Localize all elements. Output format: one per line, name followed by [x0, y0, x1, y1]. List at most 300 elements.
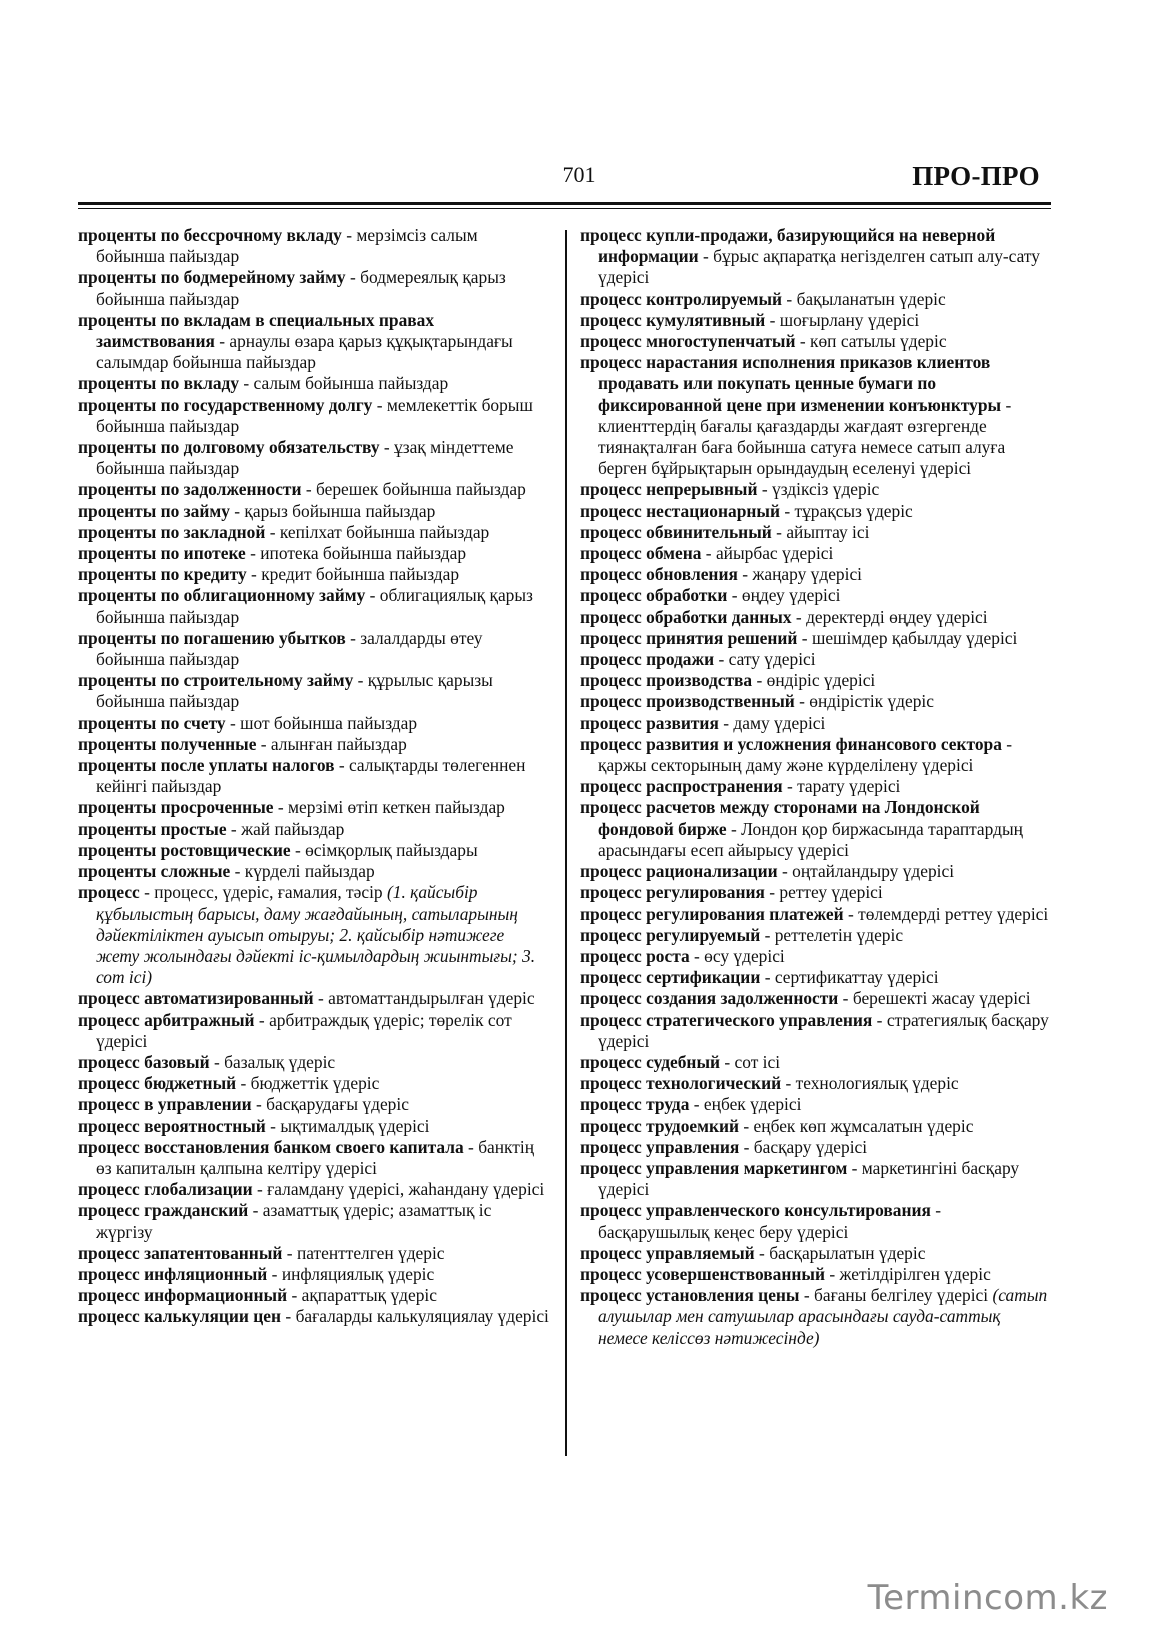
- entry-definition: сот ісі: [734, 1051, 781, 1072]
- entry-separator: -: [764, 882, 780, 903]
- entry-separator: -: [273, 797, 289, 818]
- entry-separator: -: [752, 670, 767, 691]
- dictionary-entry: [580, 691, 1051, 712]
- entry-term: процесс инфляционный: [78, 1263, 268, 1284]
- entry-definition: басқару үдерісі: [753, 1136, 868, 1157]
- dictionary-entry: [78, 1094, 549, 1115]
- entry-definition: банктің өз капиталын қалпына келтіру үдерісі: [96, 1136, 535, 1178]
- entry-separator: -: [825, 1263, 840, 1284]
- entry-separator: -: [353, 670, 368, 691]
- dictionary-entry: [580, 289, 1051, 310]
- entry-term: процесс запатентованный: [78, 1242, 283, 1263]
- dictionary-entry: [78, 522, 549, 543]
- dictionary-entry: [78, 713, 549, 734]
- dictionary-entry: [580, 628, 1051, 649]
- dictionary-entry: [580, 1243, 1051, 1264]
- entry-term: процесс продажи: [580, 649, 715, 670]
- dictionary-entry: [78, 310, 549, 374]
- entry-definition: өсу үдерісі: [704, 945, 785, 966]
- entry-term: проценты по погашению убытков: [78, 627, 346, 648]
- entry-term: процесс калькуляции цен: [78, 1306, 282, 1327]
- dictionary-entry: [580, 1285, 1051, 1349]
- entry-definition: технологиялық үдеріс: [795, 1073, 959, 1094]
- entry-term: процесс вероятностный: [78, 1115, 266, 1136]
- dictionary-entry: [78, 882, 549, 988]
- entry-definition: клиенттердің бағалы қағаздарды жағдаят өзгергенде тиянақталған баға бойынша сатуға немесе сатып алуға берген бұйрықтарын орындаудың еселенуі үдерісі: [598, 415, 1006, 479]
- entry-term: процесс распространения: [580, 776, 783, 797]
- entry-separator: -: [265, 1115, 281, 1136]
- dictionary-entry: [580, 225, 1051, 289]
- entry-separator: -: [214, 331, 230, 352]
- dictionary-entry: [580, 1158, 1051, 1200]
- entry-term: процесс регулирования платежей: [580, 903, 844, 924]
- entry-separator: -: [726, 818, 742, 839]
- dictionary-entry: [78, 564, 549, 585]
- left-column: [78, 225, 549, 1328]
- entry-definition: реттеу үдерісі: [779, 882, 883, 903]
- entry-note: (1. қайсыбір құбылыстың барысы, даму жағдайының, сатыларының дәйектіліктен ауысып отыруы; 2. қайсыбір нәтижеге жету жолындағы дәйекті іс-қимылдардың жиынтығы; 3. сот ісі): [96, 882, 536, 988]
- dictionary-entry: [580, 1116, 1051, 1137]
- entry-separator: -: [245, 543, 261, 564]
- entry-term: процесс развития: [580, 712, 719, 733]
- entry-term: процесс управленческого консультирования: [580, 1200, 931, 1221]
- dictionary-entry: [78, 501, 549, 522]
- entry-separator: -: [372, 394, 387, 415]
- entry-definition: қарыз бойынша пайыздар: [244, 500, 436, 521]
- dictionary-entry: [78, 1073, 549, 1094]
- dictionary-entry: [78, 797, 549, 818]
- entry-definition: ақпараттық үдеріс: [301, 1285, 437, 1306]
- entry-term: процесс обработки данных: [580, 606, 792, 627]
- dictionary-entry: [78, 225, 549, 267]
- entry-definition: кепілхат бойынша пайыздар: [279, 521, 490, 542]
- entry-definition: патенттелген үдеріс: [296, 1242, 445, 1263]
- entry-definition: арнаулы өзара қарыз құқықтарындағы салымдар бойынша пайыздар: [96, 331, 513, 373]
- dictionary-entry: [78, 267, 549, 309]
- entry-definition: ықтималдық үдерісі: [280, 1115, 430, 1136]
- entry-definition: стратегиялық басқару үдерісі: [598, 1009, 1049, 1051]
- entry-separator: -: [799, 1285, 815, 1306]
- entry-definition: сату үдерісі: [728, 649, 816, 670]
- entry-term: процесс регулируемый: [580, 924, 761, 945]
- entry-term: проценты по бессрочному вкладу: [78, 225, 342, 245]
- entry-definition: шешімдер қабылдау үдерісі: [811, 627, 1018, 648]
- entry-definition: даму үдерісі: [733, 712, 826, 733]
- entry-definition: оңтайландыру үдерісі: [792, 861, 955, 882]
- entry-term: процесс глобализации: [78, 1179, 253, 1200]
- dictionary-entry: [580, 904, 1051, 925]
- dictionary-entry: [78, 628, 549, 670]
- entry-definition: айырбас үдерісі: [715, 543, 834, 564]
- dictionary-entry: [78, 479, 549, 500]
- entry-term: процесс информационный: [78, 1285, 288, 1306]
- dictionary-entry: [78, 1306, 549, 1327]
- entry-separator: -: [714, 649, 729, 670]
- dictionary-entry: [580, 988, 1051, 1009]
- entry-term: процесс обвинительный: [580, 521, 772, 542]
- entry-separator: -: [689, 945, 705, 966]
- entry-separator: -: [754, 1242, 770, 1263]
- dictionary-entry: [580, 882, 1051, 903]
- entry-definition: облигациялық қарыз бойынша пайыздар: [96, 585, 533, 627]
- entry-definition: маркетингіні басқару үдерісі: [598, 1157, 1020, 1200]
- entry-separator: -: [757, 479, 773, 500]
- entry-term: процесс обмена: [580, 543, 702, 564]
- entry-definition: бағаны белгілеу үдерісі: [814, 1285, 989, 1306]
- entry-separator: -: [239, 373, 254, 394]
- entry-term: процесс создания задолженности: [580, 988, 839, 1009]
- dictionary-entry: [78, 819, 549, 840]
- entry-term: проценты по государственному долгу: [78, 394, 373, 415]
- entry-term: процесс нестационарный: [580, 500, 780, 521]
- entry-definition: бақыланатын үдеріс: [796, 288, 946, 309]
- entry-separator: -: [341, 225, 357, 245]
- dictionary-entry: [580, 564, 1051, 585]
- entry-term: процесс расчетов между сторонами на Лондонской фондовой бирже: [580, 797, 980, 839]
- entry-definition: залалдарды өтеу бойынша пайыздар: [96, 627, 483, 670]
- entry-definition: бағаларды калькуляциялау үдерісі: [295, 1306, 549, 1327]
- entry-separator: -: [782, 776, 798, 797]
- entry-separator: -: [209, 1051, 225, 1072]
- entry-term: процесс управляемый: [580, 1242, 755, 1263]
- entry-definition: ұзақ міндеттеме бойынша пайыздар: [96, 437, 514, 479]
- right-column: [580, 225, 1051, 1349]
- entry-separator: -: [689, 1094, 704, 1115]
- entry-separator: -: [281, 1306, 296, 1327]
- entry-term: проценты простые: [78, 818, 227, 839]
- entry-definition: мерзімі өтіп кеткен пайыздар: [288, 797, 505, 818]
- entry-separator: -: [345, 627, 361, 648]
- entry-separator: -: [236, 1073, 251, 1094]
- entry-separator: -: [739, 1115, 754, 1136]
- entry-definition: өндіріс үдерісі: [766, 670, 876, 691]
- entry-term: проценты полученные: [78, 733, 257, 754]
- entry-term: проценты по облигационному займу: [78, 585, 366, 606]
- entry-separator: -: [698, 246, 714, 267]
- entry-separator: -: [1001, 394, 1012, 415]
- dictionary-entry: [78, 670, 549, 712]
- entry-definition: үздіксіз үдеріс: [772, 479, 880, 500]
- entry-definition: күрделі пайыздар: [244, 861, 375, 882]
- entry-separator: -: [739, 1136, 754, 1157]
- entry-definition: сертификаттау үдерісі: [774, 967, 939, 988]
- dictionary-entry: [580, 670, 1051, 691]
- entry-term: проценты по бодмерейному займу: [78, 267, 346, 288]
- entry-definition: деректерді өңдеу үдерісі: [806, 606, 988, 627]
- entry-definition: еңбек үдерісі: [703, 1094, 802, 1115]
- entry-definition: тұрақсыз үдеріс: [794, 500, 913, 521]
- entry-term: процесс контролируемый: [580, 288, 783, 309]
- entry-definition: азаматтық үдеріс; азаматтық іс жүргізу: [96, 1200, 492, 1242]
- dictionary-entry: [78, 437, 549, 479]
- dictionary-entry: [78, 1052, 549, 1073]
- entry-definition: арбитраждық үдеріс; төрелік сот үдерісі: [96, 1009, 512, 1051]
- entry-definition: шот бойынша пайыздар: [240, 712, 418, 733]
- entry-term: процесс гражданский: [78, 1200, 249, 1221]
- entry-term: процесс базовый: [78, 1051, 210, 1072]
- entry-term: процесс судебный: [580, 1051, 721, 1072]
- entry-term: процесс: [78, 882, 140, 903]
- entry-separator: -: [760, 967, 775, 988]
- entry-definition: көп сатылы үдеріс: [810, 331, 947, 352]
- dictionary-entry: [580, 543, 1051, 564]
- entry-definition: басқарылатын үдеріс: [769, 1242, 926, 1263]
- entry-term: проценты по вкладам в специальных правах заимствования: [78, 309, 435, 352]
- entry-definition: бюджеттік үдеріс: [250, 1073, 380, 1094]
- entry-definition: берешек бойынша пайыздар: [316, 479, 526, 500]
- column-divider: [565, 230, 567, 1456]
- entry-definition: алынған пайыздар: [270, 733, 407, 754]
- entry-term: проценты просроченные: [78, 797, 274, 818]
- entry-separator: -: [760, 924, 775, 945]
- dictionary-entry: [580, 713, 1051, 734]
- entry-term: процесс управления: [580, 1136, 740, 1157]
- entry-term: проценты по закладной: [78, 521, 266, 542]
- entry-separator: -: [701, 543, 716, 564]
- entry-term: процесс восстановления банком своего капитала: [78, 1136, 464, 1157]
- entry-term: процесс автоматизированный: [78, 988, 314, 1009]
- dictionary-entry: [78, 1179, 549, 1200]
- entry-term: процесс арбитражный: [78, 1009, 255, 1030]
- entry-definition: ипотека бойынша пайыздар: [260, 543, 467, 564]
- entry-separator: -: [256, 733, 271, 754]
- dictionary-entry: [580, 607, 1051, 628]
- entry-separator: -: [226, 818, 242, 839]
- entry-separator: -: [930, 1200, 942, 1221]
- section-title: ПРО-ПРО: [912, 161, 1040, 191]
- entry-separator: -: [1001, 733, 1013, 754]
- entry-term: проценты по счету: [78, 712, 226, 733]
- entry-definition: кредит бойынша пайыздар: [261, 564, 460, 585]
- entry-term: процесс нарастания исполнения приказов клиентов продавать или покупать ценные бумаги по фиксированной цене при изменении конъюнктуры: [580, 352, 1002, 415]
- entry-term: процесс обработки: [580, 585, 728, 606]
- dictionary-entry: [78, 373, 549, 394]
- dictionary-entry: [580, 946, 1051, 967]
- dictionary-entry: [78, 734, 549, 755]
- entry-term: процесс сертификации: [580, 967, 761, 988]
- entry-definition: басқарудағы үдеріс: [266, 1094, 409, 1115]
- entry-separator: -: [791, 606, 807, 627]
- entry-separator: -: [334, 755, 349, 776]
- entry-definition: ғаламдану үдерісі, жаһандану үдерісі: [267, 1179, 545, 1200]
- entry-definition: мерзімсіз салым бойынша пайыздар: [96, 225, 478, 267]
- entry-separator: -: [872, 1009, 887, 1030]
- entry-separator: -: [847, 1157, 862, 1178]
- entry-definition: процесс, үдеріс, ғамалия, тәсір: [154, 882, 383, 903]
- dictionary-entry: [580, 1137, 1051, 1158]
- dictionary-entry: [78, 585, 549, 627]
- entry-term: процесс рационализации: [580, 861, 778, 882]
- entry-term: проценты по задолженности: [78, 479, 302, 500]
- entry-note: (сатып алушылар мен сатушылар арасындағы сауда-саттық немесе келіссөз нәтижесінде): [598, 1285, 1048, 1348]
- dictionary-entry: [580, 734, 1051, 776]
- entry-separator: -: [727, 585, 742, 606]
- entry-definition: реттелетін үдеріс: [774, 924, 904, 945]
- dictionary-entry: [78, 1264, 549, 1285]
- dictionary-entry: [580, 1010, 1051, 1052]
- entry-term: процесс принятия решений: [580, 627, 798, 648]
- entry-term: процесс в управлении: [78, 1094, 252, 1115]
- dictionary-entry: [580, 479, 1051, 500]
- entry-term: процесс усовершенствованный: [580, 1263, 825, 1284]
- dictionary-entry: [580, 310, 1051, 331]
- entry-term: процесс производства: [580, 670, 753, 691]
- dictionary-entry: [78, 1243, 549, 1264]
- dictionary-entry: [78, 1116, 549, 1137]
- dictionary-entry: [580, 1264, 1051, 1285]
- entry-definition: шоғырлану үдерісі: [779, 309, 920, 330]
- entry-separator: -: [795, 331, 811, 352]
- dictionary-entry: [580, 925, 1051, 946]
- entry-separator: -: [838, 988, 853, 1009]
- entry-separator: -: [463, 1136, 479, 1157]
- entry-definition: тарату үдерісі: [797, 776, 901, 797]
- dictionary-entry: [580, 967, 1051, 988]
- entry-term: проценты по ипотеке: [78, 543, 246, 564]
- dictionary-entry: [580, 1073, 1051, 1094]
- entry-definition: мемлекеттік борыш бойынша пайыздар: [96, 394, 533, 436]
- page-number: 701: [562, 162, 596, 187]
- entry-term: проценты по строительному займу: [78, 670, 354, 691]
- entry-separator: -: [246, 564, 262, 585]
- entry-term: процесс обновления: [580, 564, 738, 585]
- entry-separator: -: [781, 1073, 796, 1094]
- entry-separator: -: [252, 1179, 268, 1200]
- dictionary-entry: [78, 861, 549, 882]
- entry-separator: -: [139, 882, 155, 903]
- dictionary-entry: [78, 1285, 549, 1306]
- header-rule: [78, 202, 1051, 205]
- dictionary-entry: [78, 840, 549, 861]
- dictionary-entry: [580, 501, 1051, 522]
- dictionary-entry: [78, 395, 549, 437]
- entry-term: процесс купли-продажи, базирующийся на неверной информации: [580, 225, 996, 267]
- dictionary-entry: [580, 352, 1051, 479]
- entry-term: процесс стратегического управления: [580, 1009, 873, 1030]
- entry-definition: басқарушылық кеңес беру үдерісі: [598, 1221, 849, 1242]
- entry-definition: еңбек көп жұмсалатын үдеріс: [753, 1115, 974, 1136]
- entry-term: процесс регулирования: [580, 882, 765, 903]
- entry-term: проценты по займу: [78, 500, 230, 521]
- entry-separator: -: [379, 437, 395, 458]
- entry-term: процесс труда: [580, 1094, 690, 1115]
- dictionary-entry: [78, 543, 549, 564]
- entry-separator: -: [779, 500, 795, 521]
- dictionary-entry: [580, 1052, 1051, 1073]
- dictionary-entry: [580, 1094, 1051, 1115]
- entry-term: процесс производственный: [580, 691, 795, 712]
- entry-separator: -: [248, 1200, 263, 1221]
- entry-term: процесс непрерывный: [580, 479, 758, 500]
- dictionary-entry: [580, 331, 1051, 352]
- entry-definition: салым бойынша пайыздар: [253, 373, 449, 394]
- entry-separator: -: [782, 288, 797, 309]
- header-rule-thin: [78, 208, 1051, 209]
- dictionary-entry: [580, 861, 1051, 882]
- entry-definition: Лондон қор биржасында тараптардың арасындағы есеп айырысу үдерісі: [598, 818, 1023, 860]
- entry-separator: -: [287, 1285, 302, 1306]
- entry-definition: бұрыс ақпаратқа негізделген сатып алу-сату үдерісі: [598, 246, 1040, 288]
- dictionary-entry: [78, 1137, 549, 1179]
- entry-separator: -: [720, 1051, 735, 1072]
- entry-separator: -: [771, 521, 787, 542]
- dictionary-entry: [580, 776, 1051, 797]
- entry-term: процесс кумулятивный: [580, 309, 766, 330]
- entry-term: проценты по кредиту: [78, 564, 247, 585]
- entry-definition: жаңару үдерісі: [752, 564, 862, 585]
- entry-separator: -: [765, 309, 780, 330]
- entry-separator: -: [794, 691, 810, 712]
- entry-term: процесс бюджетный: [78, 1073, 237, 1094]
- entry-definition: жай пайыздар: [241, 818, 345, 839]
- entry-term: процесс роста: [580, 945, 690, 966]
- entry-separator: -: [843, 903, 859, 924]
- dictionary-entry: [78, 755, 549, 797]
- entry-separator: -: [797, 627, 812, 648]
- entry-separator: -: [254, 1009, 270, 1030]
- entry-term: проценты после уплаты налогов: [78, 755, 335, 776]
- termincom-logo[interactable]: Termincom.kz: [867, 1578, 1108, 1618]
- entry-separator: -: [230, 861, 245, 882]
- entry-separator: -: [345, 267, 361, 288]
- entry-definition: құрылыс қарызы бойынша пайыздар: [96, 670, 493, 712]
- entry-definition: инфляциялық үдеріс: [281, 1263, 435, 1284]
- entry-separator: -: [313, 988, 329, 1009]
- entry-definition: өндірістік үдеріс: [809, 691, 934, 712]
- dictionary-entry: [580, 585, 1051, 606]
- entry-term: проценты по долговому обязательству: [78, 437, 380, 458]
- entry-separator: -: [225, 712, 241, 733]
- dictionary-entry: [78, 1010, 549, 1052]
- entry-term: процесс установления цены: [580, 1285, 800, 1306]
- entry-definition: салықтарды төлегеннен кейінгі пайыздар: [96, 755, 526, 797]
- entry-definition: автоматтандырылған үдеріс: [328, 988, 535, 1009]
- dictionary-entry: [580, 797, 1051, 861]
- dictionary-entry: [580, 522, 1051, 543]
- entry-separator: -: [737, 564, 753, 585]
- entry-definition: өсімқорлық пайыздары: [305, 839, 478, 860]
- entry-term: процесс трудоемкий: [580, 1115, 740, 1136]
- entry-definition: бодмереялық қарыз бойынша пайыздар: [96, 267, 506, 309]
- entry-separator: -: [251, 1094, 267, 1115]
- entry-definition: айыптау ісі: [786, 521, 870, 542]
- entry-separator: -: [265, 521, 280, 542]
- entry-separator: -: [282, 1242, 297, 1263]
- entry-definition: базалық үдеріс: [224, 1051, 336, 1072]
- entry-term: процесс управления маркетингом: [580, 1157, 848, 1178]
- entry-term: проценты ростовщические: [78, 839, 291, 860]
- entry-definition: жетілдірілген үдеріс: [839, 1263, 991, 1284]
- entry-separator: -: [777, 861, 793, 882]
- entry-separator: -: [301, 479, 316, 500]
- entry-term: проценты сложные: [78, 861, 231, 882]
- entry-definition: төлемдерді реттеу үдерісі: [858, 903, 1049, 924]
- dictionary-entry: [580, 649, 1051, 670]
- entry-definition: өңдеу үдерісі: [741, 585, 841, 606]
- entry-separator: -: [365, 585, 380, 606]
- entry-separator: -: [290, 839, 306, 860]
- entry-separator: -: [229, 500, 245, 521]
- entry-term: процесс многоступенчатый: [580, 331, 796, 352]
- entry-term: процесс развития и усложнения финансового сектора: [580, 733, 1002, 754]
- dictionary-entry: [78, 988, 549, 1009]
- entry-separator: -: [267, 1263, 282, 1284]
- entry-definition: берешекті жасау үдерісі: [852, 988, 1031, 1009]
- entry-definition: қаржы секторының даму және күрделілену үдерісі: [598, 755, 974, 776]
- dictionary-entry: [580, 1200, 1051, 1242]
- entry-term: процесс технологический: [580, 1073, 782, 1094]
- entry-term: проценты по вкладу: [78, 373, 240, 394]
